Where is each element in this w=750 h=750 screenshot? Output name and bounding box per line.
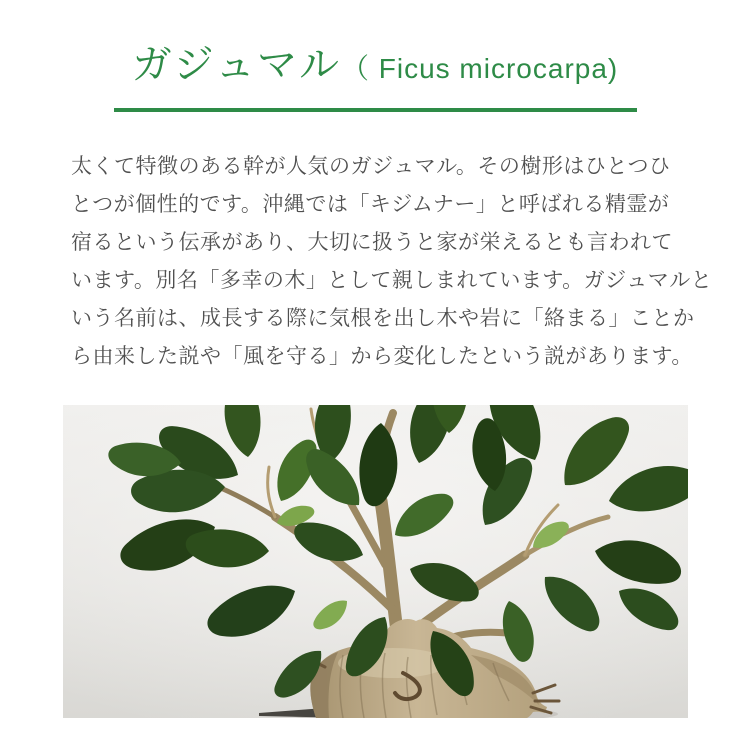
ficus-microcarpa-photo: [63, 405, 688, 718]
description-line: ら由来した説や「風を守る」から変化したという説があります。: [71, 345, 693, 368]
description-line: とつが個性的です。沖縄では「キジムナー」と呼ばれる精霊が: [71, 193, 670, 216]
plant-description: [71, 148, 713, 376]
description-line: 太くて特徴のある幹が人気のガジュマル。その樹形はひとつひ: [71, 155, 671, 178]
description-line: いう名前は、成長する際に気根を出し木や岩に「絡まる」ことか: [71, 307, 695, 330]
description-line: います。別名「多幸の木」として親しまれています。ガジュマルと: [71, 269, 713, 292]
header: [0, 0, 750, 112]
ficus-photo-illustration: [63, 405, 688, 718]
title-divider: [114, 108, 637, 112]
page-title: [0, 38, 750, 96]
title-latin: （ Ficus microcarpa): [340, 53, 619, 84]
title-japanese: ガジュマル: [131, 43, 341, 87]
description-line: 宿るという伝承があり、大切に扱うと家が栄えるとも言われて: [71, 231, 673, 254]
